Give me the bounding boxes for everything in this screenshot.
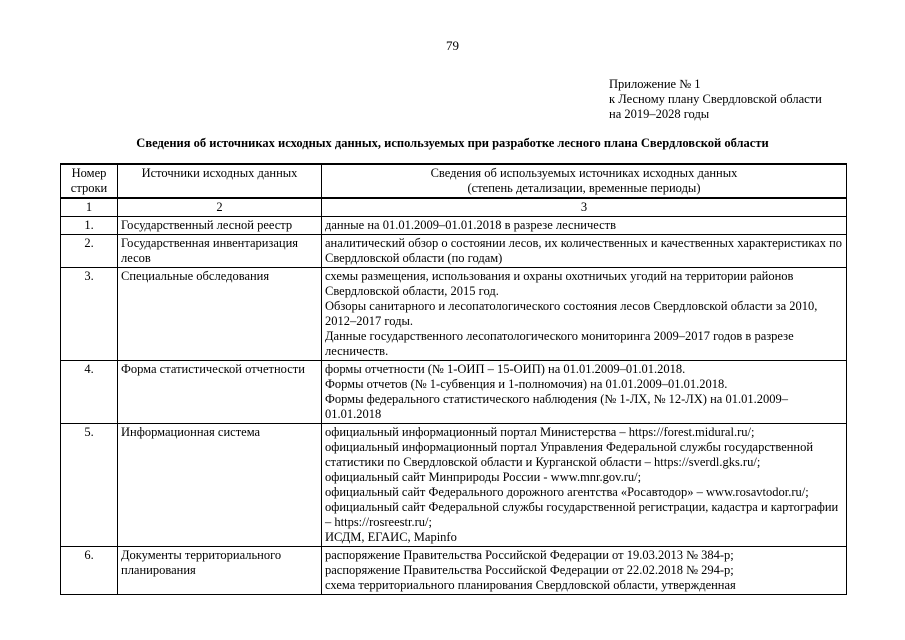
source-details: [322, 547, 847, 595]
detail-line: распоряжение Правительства Российской Федерации от 22.02.2018 № 294-р;: [325, 563, 734, 577]
table-row: [61, 268, 847, 361]
detail-line: Формы отчетов (№ 1-субвенция и 1-полномочия) на 01.01.2009–01.01.2018.: [325, 377, 728, 391]
source-name: Информационная система: [118, 424, 322, 547]
table-row: [61, 217, 847, 235]
row-number: 2.: [61, 235, 118, 268]
detail-line: ИСДМ, ЕГАИС, Mapinfo: [325, 530, 457, 544]
header-row-number: [61, 164, 118, 198]
table-row: [61, 547, 847, 595]
detail-line: схемы размещения, использования и охраны охотничьих угодий на территории районов Свердловской области, 2015 год.: [325, 269, 794, 298]
source-name: Форма статистической отчетности: [118, 361, 322, 424]
detail-line: официальный сайт Федерального дорожного агентства «Росавтодор» – www.rosavtodor.ru/;: [325, 485, 809, 499]
row-number: 3.: [61, 268, 118, 361]
header-text: Сведения об используемых источниках исходных данных: [430, 166, 738, 180]
detail-line: официальный сайт Минприроды России - www.mnr.gov.ru/;: [325, 470, 642, 484]
detail-line: аналитический обзор о состоянии лесов, их количественных и качественных характеристиках по Свердловской области (по годам): [325, 236, 843, 265]
source-name: Документы территориального планирования: [118, 547, 322, 595]
source-name: Специальные обследования: [118, 268, 322, 361]
detail-line: Обзоры санитарного и лесопатологического состояния лесов Свердловской области за 2010, 2012–2017 годы.: [325, 299, 818, 328]
source-details: [322, 361, 847, 424]
source-name: Государственная инвентаризация лесов: [118, 235, 322, 268]
row-number: 5.: [61, 424, 118, 547]
detail-line: официальный информационный портал Министерства – https://forest.midural.ru/;: [325, 425, 755, 439]
header-text: Номер: [71, 166, 107, 180]
appendix-note: [609, 77, 822, 122]
column-number: 3: [322, 198, 847, 217]
source-details: [322, 235, 847, 268]
column-number: 2: [118, 198, 322, 217]
detail-line: распоряжение Правительства Российской Федерации от 19.03.2013 № 384-р;: [325, 548, 734, 562]
detail-line: официальный информационный портал Управления Федеральной службы государственной статистики по Свердловской области и Курганской области – https://sverdl.gks.ru/;: [325, 440, 814, 469]
table-row: [61, 235, 847, 268]
appendix-line: на 2019–2028 годы: [609, 107, 710, 121]
detail-line: схема территориального планирования Свердловской области, утвержденная: [325, 578, 736, 592]
source-details: [322, 217, 847, 235]
appendix-line: к Лесному плану Свердловской области: [609, 92, 822, 106]
table-row: [61, 361, 847, 424]
detail-line: формы отчетности (№ 1-ОИП – 15-ОИП) на 01.01.2009–01.01.2018.: [325, 362, 686, 376]
page-number: 79: [446, 38, 459, 53]
source-details: [322, 424, 847, 547]
row-number: 1.: [61, 217, 118, 235]
table-row: [61, 424, 847, 547]
source-name: Государственный лесной реестр: [118, 217, 322, 235]
detail-line: Данные государственного лесопатологического мониторинга 2009–2017 годов в разрезе лесничеств.: [325, 329, 794, 358]
sources-table: [60, 163, 847, 595]
header-text: строки: [70, 181, 108, 195]
document-title: Сведения об источниках исходных данных, используемых при разработке лесного плана Свердловской области: [136, 136, 769, 150]
header-details: [322, 164, 847, 198]
header-text: (степень детализации, временные периоды): [467, 181, 701, 195]
header-sources: Источники исходных данных: [118, 164, 322, 198]
appendix-line: Приложение № 1: [609, 77, 701, 91]
row-number: 4.: [61, 361, 118, 424]
table-header-row: [61, 164, 847, 198]
source-details: [322, 268, 847, 361]
row-number: 6.: [61, 547, 118, 595]
detail-line: Формы федерального статистического наблюдения (№ 1-ЛХ, № 12-ЛХ) на 01.01.2009–01.01.2018: [325, 392, 788, 421]
detail-line: официальный сайт Федеральной службы государственной регистрации, кадастра и картографии – https://rosreestr.ru/;: [325, 500, 839, 529]
column-number: 1: [61, 198, 118, 217]
detail-line: данные на 01.01.2009–01.01.2018 в разрезе лесничеств: [325, 218, 617, 232]
column-numbers-row: [61, 198, 847, 217]
